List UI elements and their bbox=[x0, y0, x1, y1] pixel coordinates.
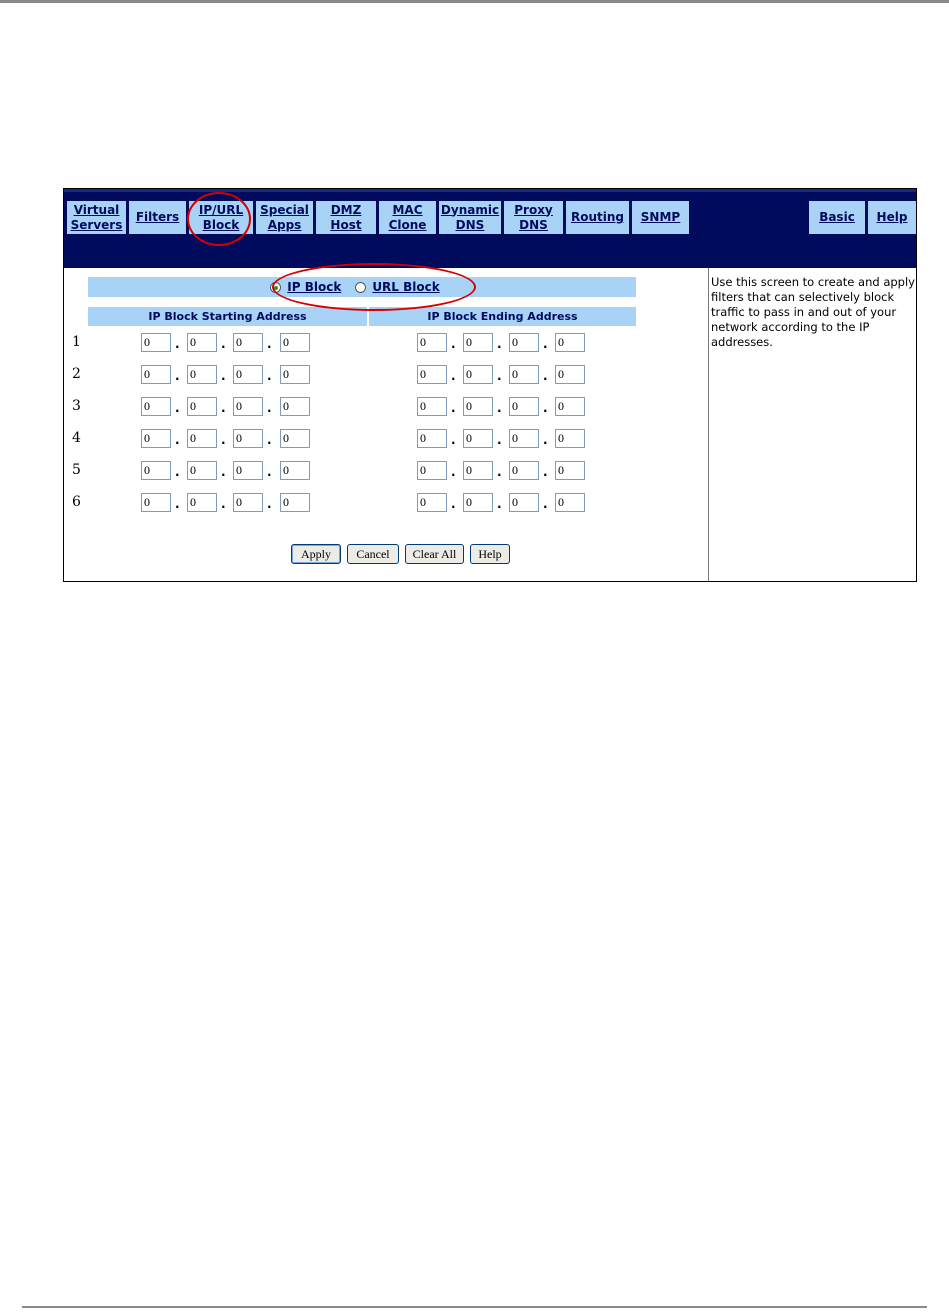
octet-separator: . bbox=[221, 433, 226, 447]
help-button[interactable]: Help bbox=[470, 544, 510, 564]
router-config-panel bbox=[63, 188, 917, 582]
tab-snmp[interactable]: SNMP bbox=[632, 201, 689, 234]
end-octet-field[interactable]: 0 bbox=[463, 397, 493, 416]
start-octet-field[interactable]: 0 bbox=[141, 397, 171, 416]
octet-separator: . bbox=[221, 337, 226, 351]
start-octet-field[interactable]: 0 bbox=[187, 333, 217, 352]
end-octet-field[interactable]: 0 bbox=[555, 493, 585, 512]
octet-separator: . bbox=[451, 465, 456, 479]
end-octet-field[interactable]: 0 bbox=[509, 493, 539, 512]
row-number: 6 bbox=[72, 494, 81, 510]
octet-separator: . bbox=[267, 497, 272, 511]
octet-separator: . bbox=[497, 401, 502, 415]
start-octet-field[interactable]: 0 bbox=[141, 461, 171, 480]
octet-separator: . bbox=[221, 369, 226, 383]
start-octet-field[interactable]: 0 bbox=[141, 365, 171, 384]
start-octet-field[interactable]: 0 bbox=[280, 365, 310, 384]
end-octet-field[interactable]: 0 bbox=[417, 461, 447, 480]
octet-separator: . bbox=[543, 465, 548, 479]
octet-separator: . bbox=[543, 433, 548, 447]
tab-filters[interactable]: Filters bbox=[129, 201, 186, 234]
octet-separator: . bbox=[497, 433, 502, 447]
end-octet-field[interactable]: 0 bbox=[555, 397, 585, 416]
start-octet-field[interactable]: 0 bbox=[141, 493, 171, 512]
octet-separator: . bbox=[497, 369, 502, 383]
row-number: 1 bbox=[72, 334, 81, 350]
row-number: 3 bbox=[72, 398, 81, 414]
octet-separator: . bbox=[221, 497, 226, 511]
end-octet-field[interactable]: 0 bbox=[555, 461, 585, 480]
octet-separator: . bbox=[175, 401, 180, 415]
tab-ip-url-block[interactable]: IP/URL Block bbox=[189, 201, 253, 234]
ip-block-label[interactable]: IP Block bbox=[287, 280, 342, 294]
end-octet-field[interactable]: 0 bbox=[417, 429, 447, 448]
octet-separator: . bbox=[451, 497, 456, 511]
octet-separator: . bbox=[497, 465, 502, 479]
octet-separator: . bbox=[175, 465, 180, 479]
octet-separator: . bbox=[267, 433, 272, 447]
end-octet-field[interactable]: 0 bbox=[417, 397, 447, 416]
start-octet-field[interactable]: 0 bbox=[280, 493, 310, 512]
start-octet-field[interactable]: 0 bbox=[141, 333, 171, 352]
end-octet-field[interactable]: 0 bbox=[463, 333, 493, 352]
start-octet-field[interactable]: 0 bbox=[233, 461, 263, 480]
end-octet-field[interactable]: 0 bbox=[555, 365, 585, 384]
octet-separator: . bbox=[543, 337, 548, 351]
octet-separator: . bbox=[451, 369, 456, 383]
end-octet-field[interactable]: 0 bbox=[463, 429, 493, 448]
ip-block-radio[interactable] bbox=[270, 282, 281, 293]
cancel-button[interactable]: Cancel bbox=[347, 544, 399, 564]
apply-button[interactable]: Apply bbox=[291, 544, 341, 564]
content-divider bbox=[708, 268, 709, 581]
end-octet-field[interactable]: 0 bbox=[509, 365, 539, 384]
end-octet-field[interactable]: 0 bbox=[509, 461, 539, 480]
tab-basic[interactable]: Basic bbox=[809, 201, 865, 234]
start-octet-field[interactable]: 0 bbox=[233, 333, 263, 352]
end-octet-field[interactable]: 0 bbox=[463, 461, 493, 480]
end-octet-field[interactable]: 0 bbox=[417, 365, 447, 384]
tab-help[interactable]: Help bbox=[868, 201, 916, 234]
start-octet-field[interactable]: 0 bbox=[233, 429, 263, 448]
octet-separator: . bbox=[221, 401, 226, 415]
tab-proxy-dns[interactable]: Proxy DNS bbox=[504, 201, 563, 234]
start-octet-field[interactable]: 0 bbox=[280, 429, 310, 448]
octet-separator: . bbox=[451, 337, 456, 351]
end-octet-field[interactable]: 0 bbox=[509, 333, 539, 352]
octet-separator: . bbox=[497, 337, 502, 351]
start-octet-field[interactable]: 0 bbox=[187, 429, 217, 448]
start-octet-field[interactable]: 0 bbox=[187, 365, 217, 384]
octet-separator: . bbox=[451, 401, 456, 415]
clear-all-button[interactable]: Clear All bbox=[405, 544, 464, 564]
start-octet-field[interactable]: 0 bbox=[233, 493, 263, 512]
start-octet-field[interactable]: 0 bbox=[233, 365, 263, 384]
start-octet-field[interactable]: 0 bbox=[233, 397, 263, 416]
help-description: Use this screen to create and apply filters that can selectively block traffic to pass in and out of your network according to the IP addresses. bbox=[711, 275, 915, 349]
start-octet-field[interactable]: 0 bbox=[187, 397, 217, 416]
octet-separator: . bbox=[267, 401, 272, 415]
start-octet-field[interactable]: 0 bbox=[187, 493, 217, 512]
row-number: 4 bbox=[72, 430, 81, 446]
octet-separator: . bbox=[451, 433, 456, 447]
end-octet-field[interactable]: 0 bbox=[463, 493, 493, 512]
top-rule bbox=[0, 0, 949, 3]
end-octet-field[interactable]: 0 bbox=[463, 365, 493, 384]
row-number: 5 bbox=[72, 462, 81, 478]
url-block-label[interactable]: URL Block bbox=[372, 280, 440, 294]
nav-bar bbox=[64, 189, 916, 268]
start-octet-field[interactable]: 0 bbox=[280, 461, 310, 480]
start-octet-field[interactable]: 0 bbox=[280, 397, 310, 416]
octet-separator: . bbox=[543, 497, 548, 511]
octet-separator: . bbox=[221, 465, 226, 479]
start-address-header: IP Block Starting Address bbox=[88, 307, 367, 326]
url-block-radio[interactable] bbox=[355, 282, 366, 293]
octet-separator: . bbox=[175, 337, 180, 351]
end-address-header: IP Block Ending Address bbox=[369, 307, 636, 326]
octet-separator: . bbox=[175, 433, 180, 447]
end-octet-field[interactable]: 0 bbox=[417, 333, 447, 352]
octet-separator: . bbox=[267, 337, 272, 351]
tab-routing[interactable]: Routing bbox=[566, 201, 629, 234]
end-octet-field[interactable]: 0 bbox=[555, 429, 585, 448]
octet-separator: . bbox=[543, 369, 548, 383]
octet-separator: . bbox=[175, 369, 180, 383]
octet-separator: . bbox=[543, 401, 548, 415]
tab-mac-clone[interactable]: MAC Clone bbox=[379, 201, 436, 234]
tab-special-apps[interactable]: Special Apps bbox=[256, 201, 313, 234]
octet-separator: . bbox=[267, 465, 272, 479]
end-octet-field[interactable]: 0 bbox=[509, 429, 539, 448]
octet-separator: . bbox=[497, 497, 502, 511]
tab-virtual-servers[interactable]: Virtual Servers bbox=[67, 201, 126, 234]
bottom-rule bbox=[22, 1306, 927, 1308]
octet-separator: . bbox=[175, 497, 180, 511]
tab-dmz-host[interactable]: DMZ Host bbox=[316, 201, 376, 234]
octet-separator: . bbox=[267, 369, 272, 383]
start-octet-field[interactable]: 0 bbox=[187, 461, 217, 480]
start-octet-field[interactable]: 0 bbox=[141, 429, 171, 448]
end-octet-field[interactable]: 0 bbox=[555, 333, 585, 352]
end-octet-field[interactable]: 0 bbox=[509, 397, 539, 416]
end-octet-field[interactable]: 0 bbox=[417, 493, 447, 512]
block-mode-selector bbox=[88, 277, 636, 297]
row-number: 2 bbox=[72, 366, 81, 382]
start-octet-field[interactable]: 0 bbox=[280, 333, 310, 352]
tab-dynamic-dns[interactable]: Dynamic DNS bbox=[439, 201, 501, 234]
